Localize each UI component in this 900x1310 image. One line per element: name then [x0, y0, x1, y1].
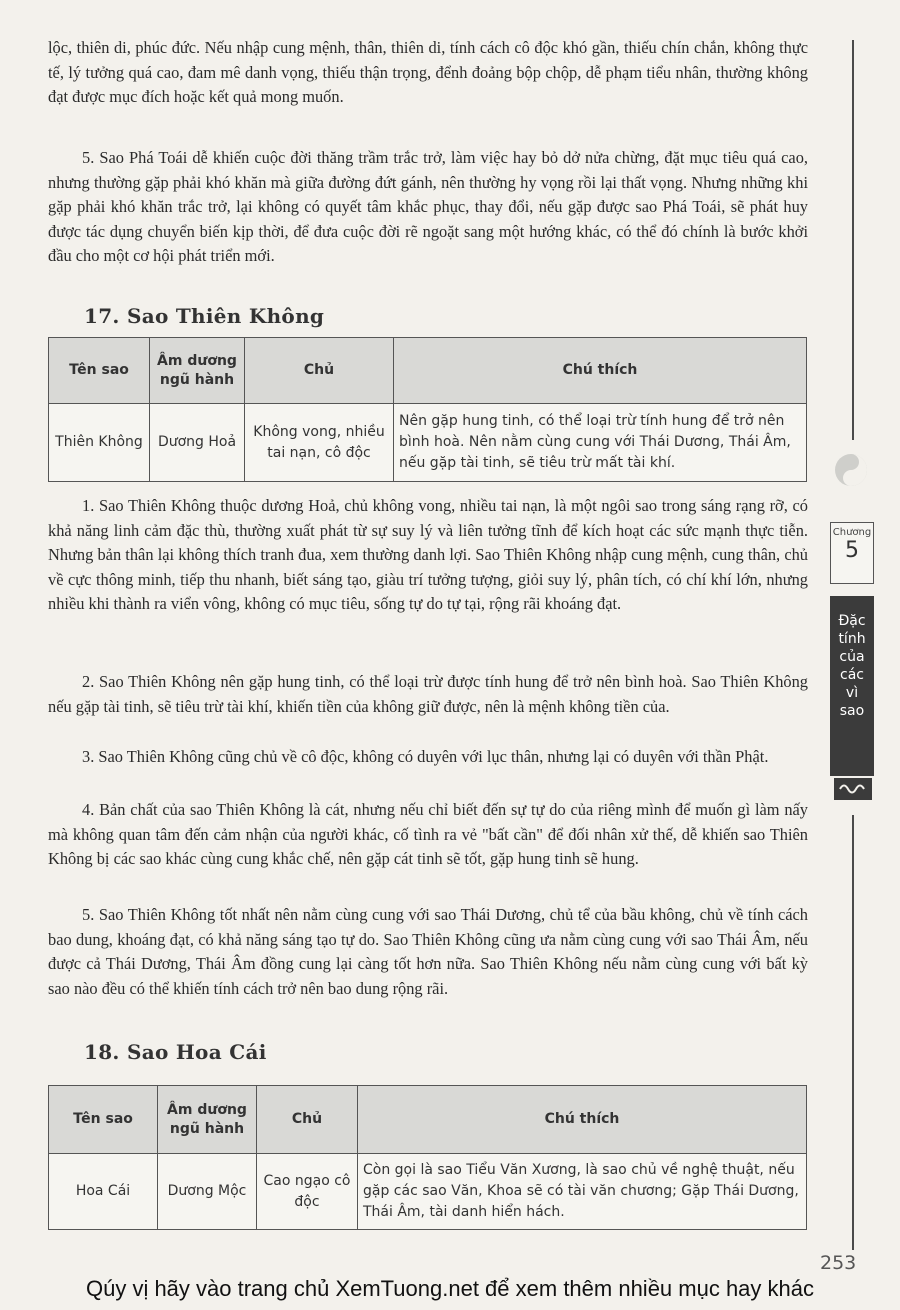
paragraph-17-1: 1. Sao Thiên Không thuộc dương Hoả, chủ không vong, nhiều tai nạn, là một ngôi sao trong sáng rạng rỡ, có khả năng linh cảm đặc thù, thường xuất phát từ sự suy lý và liên tưởng tĩnh để kích hoạt các sức mạnh thực tiễn. Nhưng bản thân lại không thích tranh đua, xem thường danh lợi. Sao Thiên Không nhập cung mệnh, cung thân, chủ về cực thông minh, tiếp thu nhanh, biết sáng tạo, giàu trí tưởng tượng, giỏi suy lý, phân tích, có chí khí lớn, nhưng nhiều khi thành ra viển vông, không có mục tiêu, sống tự do tự tại, rộng rãi khoáng đạt. [48, 496, 808, 614]
cell-chu: Không vong, nhiều tai nạn, cô độc [245, 404, 394, 482]
header-ten-sao: Tên sao [49, 1086, 158, 1154]
header-chu: Chủ [245, 338, 394, 404]
tab-line: vì [845, 685, 859, 701]
tab-line: sao [839, 703, 865, 719]
table-hoa-cai [48, 1085, 807, 1230]
intro-paragraph-5: 5. Sao Phá Toái dễ khiến cuộc đời thăng trầm trắc trở, làm việc hay bỏ dở nửa chừng, đặt mục tiêu quá cao, nhưng thường gặp phải khó khăn mà giữa đường đứt gánh, nên thường hy vọng rồi lại thất vọng. Nhưng những khi gặp phải khó khăn trắc trở, lại không có quyết tâm khắc phục, thay đổi, nếu gặp được sao Phá Toái, sẽ phát huy được tác dụng chuyển biến kịp thời, để đưa cuộc đời rẽ ngoặt sang một hướng khác, có thể đó chính là bước khởi đầu cho một cơ hội phát triển mới. [48, 148, 808, 266]
table-row [49, 404, 807, 482]
cell-am-duong: Dương Hoả [150, 404, 245, 482]
cell-ten-sao: Thiên Không [49, 404, 150, 482]
chapter-label: Chương [832, 527, 872, 538]
cell-chu: Cao ngạo cô độc [257, 1154, 358, 1230]
tab-line: tính [838, 631, 866, 647]
paragraph-17-5: 5. Sao Thiên Không tốt nhất nên nằm cùng cung với sao Thái Dương, chủ tể của bầu không, chủ về tính cách bao dung, khoáng đạt, có khả năng sáng tạo tự do. Sao Thiên Không cũng ưa nằm cùng cung với sao Thái Âm, nếu được cả Thái Dương, Thái Âm đồng cung lại càng tốt hơn nữa. Sao Thiên Không nếu nằm cùng cung với bất kỳ sao nào đều có thể khiến tính cách trở nên bao dung rộng rãi. [48, 905, 808, 998]
paragraph-17-3: 3. Sao Thiên Không cũng chủ về cô độc, không có duyên với lục thân, nhưng lại có duyên với thần Phật. [82, 747, 769, 766]
table-row [49, 1154, 807, 1230]
table-thien-khong [48, 337, 807, 482]
cell-chu-thich: Còn gọi là sao Tiểu Văn Xương, là sao chủ về nghệ thuật, nếu gặp các sao Văn, Khoa sẽ có tài văn chương; Gặp Thái Dương, Thái Âm, tài danh hiển hách. [358, 1154, 807, 1230]
table-header-row [49, 338, 807, 404]
tab-line: của [839, 649, 865, 665]
section-17-heading: 17. Sao Thiên Không [84, 304, 325, 328]
chapter-box [830, 522, 874, 584]
chapter-title-tab [830, 596, 874, 776]
chapter-number: 5 [845, 538, 859, 563]
paragraph-17-2: 2. Sao Thiên Không nên gặp hung tinh, có thể loại trừ được tính hung để trở nên bình hoà. Sao Thiên Không nếu gặp tài tinh, sẽ tiêu trừ tài khí, khiến tiền của không giữ được, nên là mệnh không tiền của. [48, 672, 808, 716]
tab-line: các [840, 667, 864, 683]
cell-ten-sao: Hoa Cái [49, 1154, 158, 1230]
header-chu: Chủ [257, 1086, 358, 1154]
yin-yang-icon [833, 452, 869, 488]
margin-rule-bottom [852, 815, 854, 1250]
header-chu-thich: Chú thích [358, 1086, 807, 1154]
tab-line: Đặc [838, 613, 866, 629]
header-am-duong: Âm dương ngũ hành [158, 1086, 257, 1154]
header-chu-thich: Chú thích [394, 338, 807, 404]
header-ten-sao: Tên sao [49, 338, 150, 404]
intro-paragraph-continued: lộc, thiên di, phúc đức. Nếu nhập cung mệnh, thân, thiên di, tính cách cô độc khó gần, thiếu chín chắn, không thực tế, lý tưởng quá cao, đam mê danh vọng, thiếu thận trọng, đểnh đoảng bộp chộp, dễ phạm tiểu nhân, thường không đạt được mục đích hoặc kết quả mong muốn. [48, 38, 808, 107]
paragraph-17-4: 4. Bản chất của sao Thiên Không là cát, nhưng nếu chỉ biết đến sự tự do của riêng mình để muốn gì làm nấy mà không quan tâm đến cảm nhận của người khác, cố tình ra vẻ "bất cần" để đối nhân xử thế, dễ khiến sao Thiên Không bị các sao khác cùng cung khắc chế, nên gặp cát tinh sẽ tốt, gặp hung tinh sẽ hung. [48, 800, 808, 869]
scroll-ornament-icon [834, 778, 872, 800]
section-18-heading: 18. Sao Hoa Cái [84, 1040, 267, 1064]
page-number: 253 [820, 1252, 857, 1274]
header-am-duong: Âm dương ngũ hành [150, 338, 245, 404]
margin-rule-top [852, 40, 854, 440]
cell-chu-thich: Nên gặp hung tinh, có thể loại trừ tính hung để trở nên bình hoà. Nên nằm cùng cung với Thái Dương, Thái Âm, nếu gặp tài tinh, sẽ tiêu trừ mất tài khí. [394, 404, 807, 482]
footer-banner: Qúy vị hãy vào trang chủ XemTuong.net để xem thêm nhiều mục hay khác [85, 1276, 815, 1301]
table-header-row [49, 1086, 807, 1154]
cell-am-duong: Dương Mộc [158, 1154, 257, 1230]
